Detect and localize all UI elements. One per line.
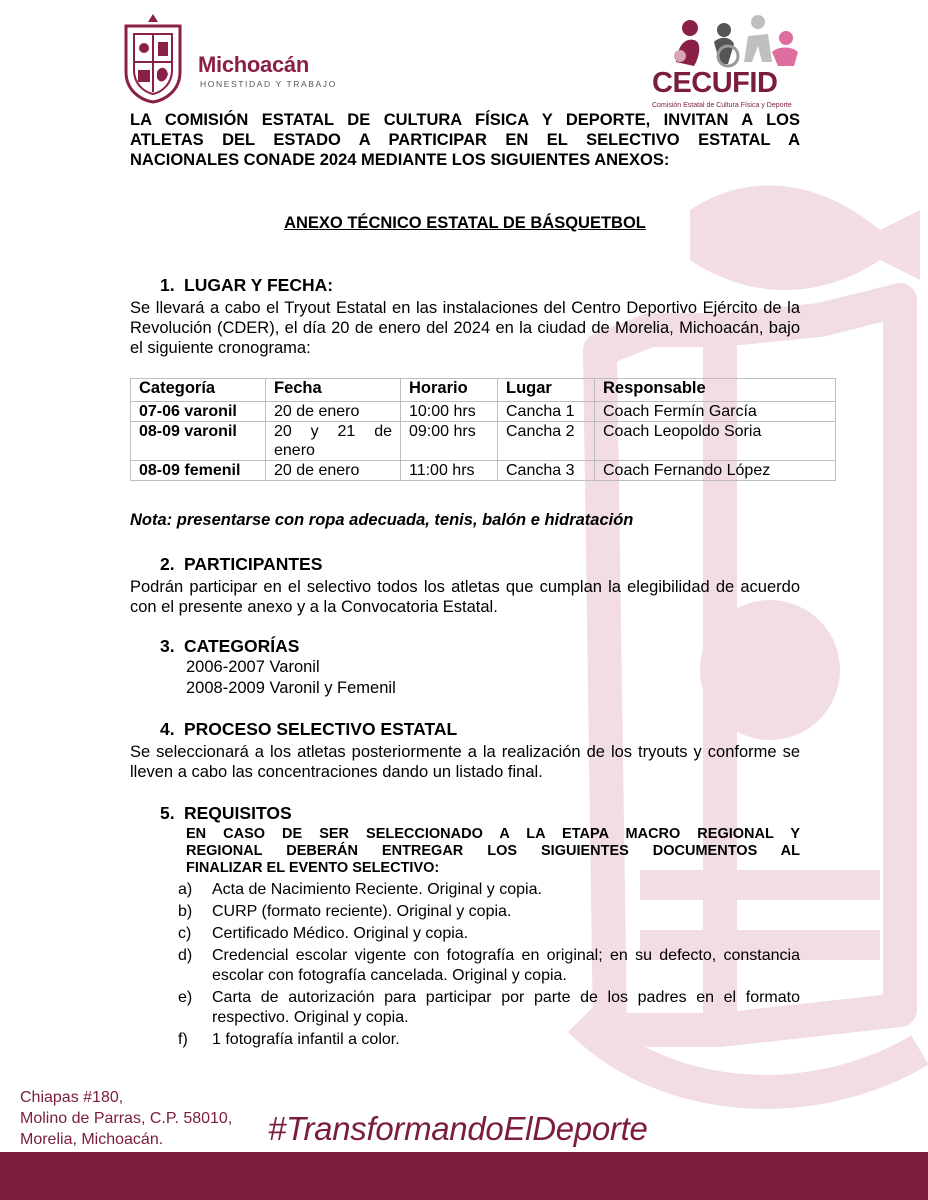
- section-text-proceso: Se seleccionará a los atletas posteriormente a la realización de los tryouts y conforme se lleven a cabo las concentraciones dando un listado final.: [130, 743, 800, 781]
- section-title: REQUISITOS: [184, 803, 292, 823]
- column-header: Responsable: [595, 379, 836, 402]
- intro-paragraph: [130, 110, 800, 170]
- table-row: [131, 402, 836, 422]
- list-letter: a): [178, 881, 193, 898]
- category-item: 2008-2009 Varonil y Femenil: [186, 679, 396, 697]
- column-header: Lugar: [498, 379, 595, 402]
- cecufid-name: CECUFID: [652, 67, 778, 99]
- column-header: Fecha: [266, 379, 401, 402]
- list-item: [178, 902, 800, 922]
- section-text-participantes: Podrán participar en el selectivo todos los atletas que cumplan la elegibilidad de acuerdo con el presente anexo y a la Convocatoria Estatal.: [130, 578, 800, 616]
- michoacan-seal-icon: [120, 12, 186, 104]
- list-item-text: Acta de Nacimiento Reciente. Original y copia.: [212, 881, 542, 898]
- requirements-heading-line: EN CASO DE SER SELECCIONADO A LA ETAPA MACRO REGIONAL Y: [186, 826, 800, 842]
- section-number: 1.: [160, 275, 175, 295]
- intro-line: NACIONALES CONADE 2024 MEDIANTE LOS SIGUIENTES ANEXOS:: [130, 151, 670, 169]
- table-cell: Coach Fermín García: [595, 402, 836, 422]
- table-cell: Coach Leopoldo Soria: [595, 422, 836, 461]
- footer-hashtag: #TransformandoElDeporte: [268, 1110, 648, 1147]
- table-header-row: [131, 379, 836, 402]
- section-number: 3.: [160, 636, 175, 656]
- section-title: LUGAR Y FECHA:: [184, 275, 334, 295]
- section-number: 2.: [160, 554, 175, 574]
- section-heading-proceso: [160, 719, 457, 740]
- requirements-heading-line: REGIONAL DEBERÁN ENTREGAR LOS SIGUIENTES DOCUMENTOS AL: [186, 843, 800, 859]
- address-line: Molino de Parras, C.P. 58010,: [20, 1110, 233, 1127]
- section-title: PROCESO SELECTIVO ESTATAL: [184, 719, 458, 739]
- section-title: CATEGORÍAS: [184, 636, 300, 656]
- list-letter: f): [178, 1031, 188, 1048]
- table-row: [131, 461, 836, 481]
- list-letter: c): [178, 925, 192, 942]
- list-item-text: Certificado Médico. Original y copia.: [212, 925, 469, 942]
- requirements-heading: [186, 826, 800, 877]
- intro-line: LA COMISIÓN ESTATAL DE CULTURA FÍSICA Y DEPORTE, INVITAN A LOS: [130, 111, 800, 129]
- note-text: Nota: presentarse con ropa adecuada, tenis, balón e hidratación: [130, 511, 634, 529]
- section-heading-lugar-fecha: [160, 275, 333, 296]
- list-item: [178, 1030, 800, 1050]
- table-cell: Cancha 2: [498, 422, 595, 461]
- section-heading-categorias: [160, 636, 299, 657]
- schedule-table: [130, 378, 836, 481]
- section-text-lugar-fecha: Se llevará a cabo el Tryout Estatal en las instalaciones del Centro Deportivo Ejército de la Revolución (CDER), el día 20 de enero del 2024 en la ciudad de Morelia, Michoacán, bajo el siguiente cronograma:: [130, 299, 800, 357]
- table-cell: 11:00 hrs: [401, 461, 498, 481]
- section-number: 4.: [160, 719, 175, 739]
- list-item: [178, 988, 800, 1028]
- table-cell: 09:00 hrs: [401, 422, 498, 461]
- table-cell: 20 de enero: [266, 402, 401, 422]
- michoacan-motto: HONESTIDAD Y TRABAJO: [200, 79, 337, 89]
- column-header: Categoría: [131, 379, 266, 402]
- intro-line: ATLETAS DEL ESTADO A PARTICIPAR EN EL SELECTIVO ESTATAL A: [130, 131, 800, 149]
- table-cell: 08-09 varonil: [131, 422, 266, 461]
- address-line: Morelia, Michoacán.: [20, 1131, 164, 1148]
- table-cell: 20 de enero: [266, 461, 401, 481]
- list-item-text: Credencial escolar vigente con fotografía en original; en su defecto, constancia escolar con fotografía cancelada. Original y copia.: [212, 947, 800, 984]
- list-letter: e): [178, 989, 193, 1006]
- list-letter: d): [178, 947, 193, 964]
- table-row: [131, 422, 836, 461]
- table-cell: 20 y 21 de enero: [266, 422, 401, 461]
- cecufid-subtitle: Comisión Estatal de Cultura Física y Deporte: [652, 102, 792, 109]
- list-item: [178, 924, 800, 944]
- requirements-heading-line: FINALIZAR EL EVENTO SELECTIVO:: [186, 860, 440, 876]
- footer-address: [20, 1087, 232, 1150]
- section-number: 5.: [160, 803, 175, 823]
- athletes-figures-icon: [668, 12, 798, 68]
- section-title: PARTICIPANTES: [184, 554, 323, 574]
- table-cell: Coach Fernando López: [595, 461, 836, 481]
- category-item: 2006-2007 Varonil: [186, 658, 320, 676]
- footer-bar: [0, 1152, 928, 1200]
- table-cell: 07-06 varonil: [131, 402, 266, 422]
- section-heading-requisitos: [160, 803, 292, 824]
- table-cell: 10:00 hrs: [401, 402, 498, 422]
- michoacan-logo: [120, 12, 360, 104]
- requirements-list: [178, 880, 800, 1052]
- table-cell: Cancha 3: [498, 461, 595, 481]
- list-item: [178, 946, 800, 986]
- list-item-text: Carta de autorización para participar por parte de los padres en el formato respectivo. Original y copia.: [212, 989, 800, 1026]
- address-line: Chiapas #180,: [20, 1089, 124, 1106]
- annex-title: ANEXO TÉCNICO ESTATAL DE BÁSQUETBOL: [284, 214, 646, 232]
- list-letter: b): [178, 903, 193, 920]
- table-cell: Cancha 1: [498, 402, 595, 422]
- section-heading-participantes: [160, 554, 322, 575]
- list-item-text: 1 fotografía infantil a color.: [212, 1031, 400, 1048]
- table-cell: 08-09 femenil: [131, 461, 266, 481]
- cecufid-logo: [640, 12, 820, 109]
- michoacan-name: Michoacán: [198, 52, 309, 77]
- list-item-text: CURP (formato reciente). Original y copia.: [212, 903, 512, 920]
- column-header: Horario: [401, 379, 498, 402]
- list-item: [178, 880, 800, 900]
